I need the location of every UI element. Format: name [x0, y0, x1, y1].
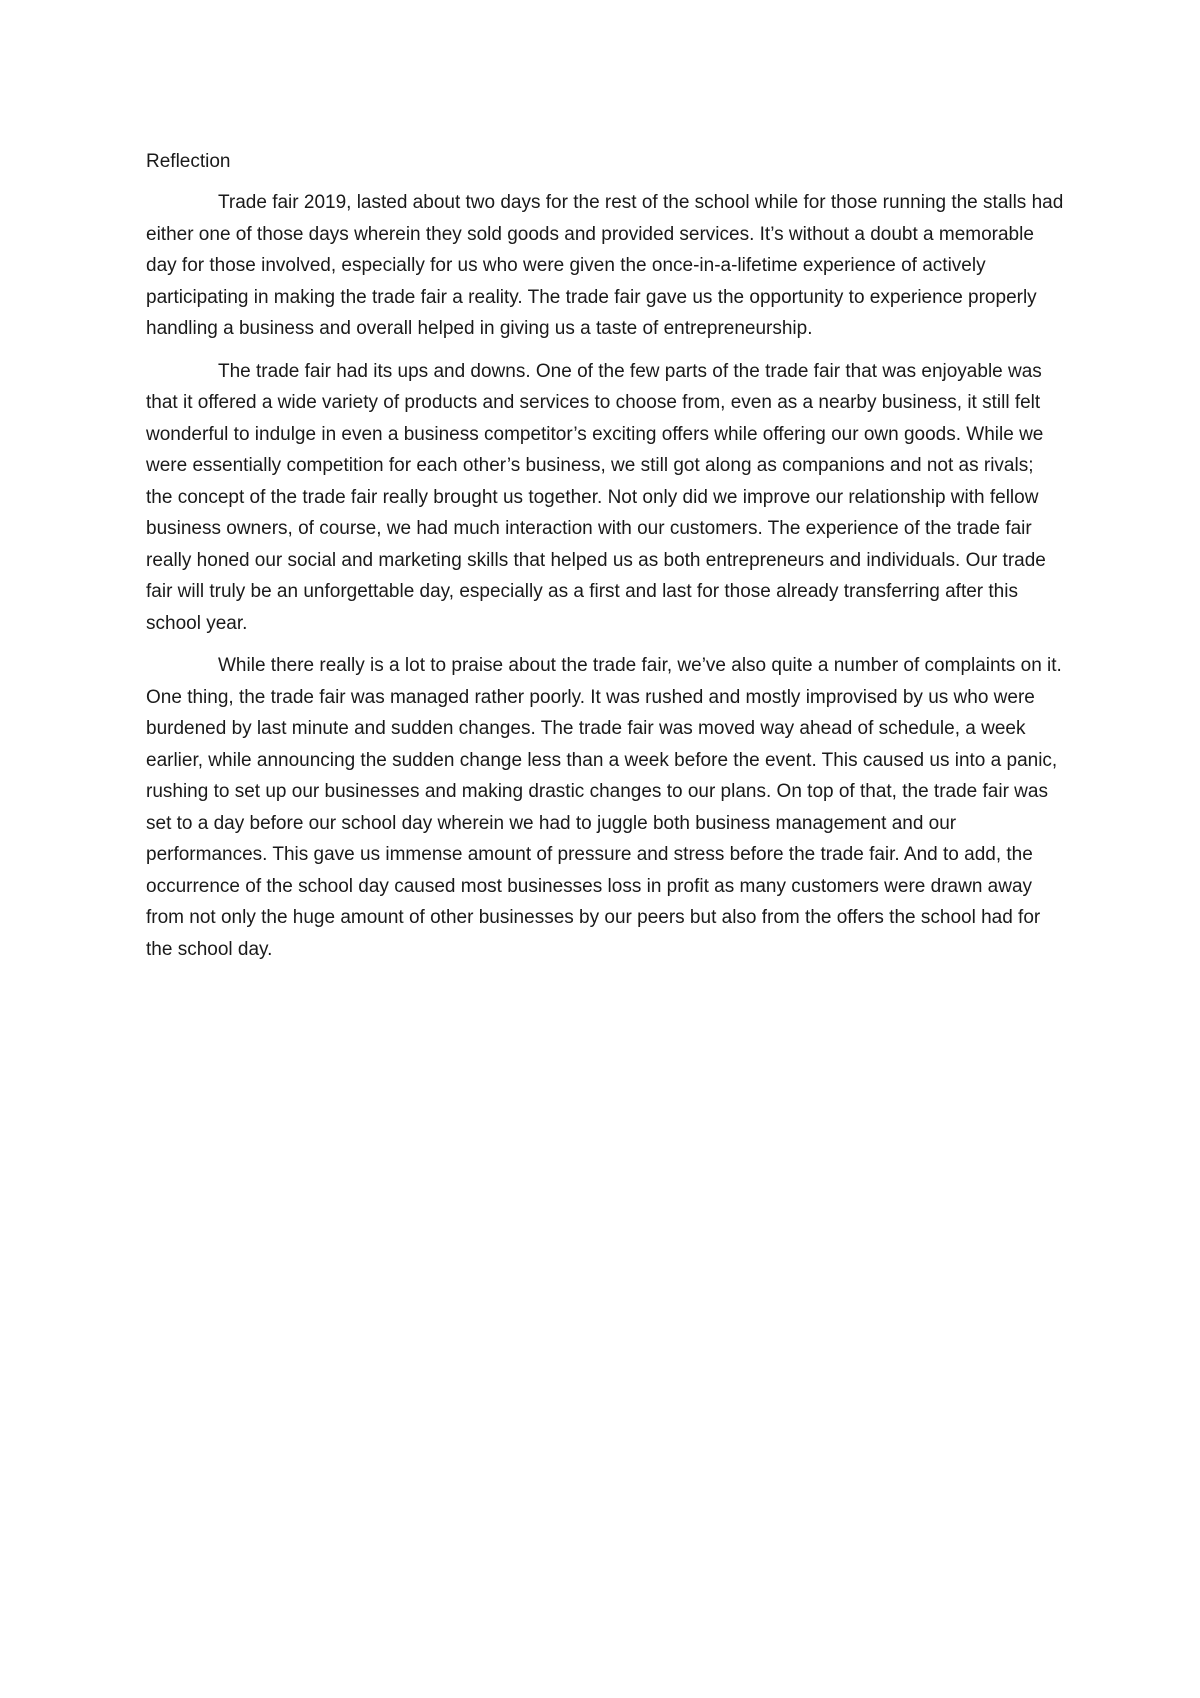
document-title: Reflection [146, 151, 231, 172]
paragraph-intro: Trade fair 2019, lasted about two days for the rest of the school while for those running the stalls had either one of those days wherein they sold goods and provided services. It’s without a doubt a memorable day for those involved, especially for us who were given the once-in-a-lifetime experience of actively participating in making the trade fair a reality. The trade fair gave us the opportunity to experience properly handling a business and overall helped in giving us a taste of entrepreneurship. [146, 192, 1064, 339]
document-body [146, 146, 1064, 976]
paragraph-complaints: While there really is a lot to praise about the trade fair, we’ve also quite a number of complaints on it. One thing, the trade fair was managed rather poorly. It was rushed and mostly improvised by us who were burdened by last minute and sudden changes. The trade fair was moved way ahead of schedule, a week earlier, while announcing the sudden change less than a week before the event. This caused us into a panic, rushing to set up our businesses and making drastic changes to our plans. On top of that, the trade fair was set to a day before our school day wherein we had to juggle both business management and our performances. This gave us immense amount of pressure and stress before the trade fair. And to add, the occurrence of the school day caused most businesses loss in profit as many customers were drawn away from not only the huge amount of other businesses by our peers but also from the offers the school had for the school day. [146, 655, 1062, 960]
paragraph-ups-and-downs: The trade fair had its ups and downs. One of the few parts of the trade fair that was enjoyable was that it offered a wide variety of products and services to choose from, even as a nearby business, it still felt wonderful to indulge in even a business competitor’s exciting offers while offering our own goods. While we were essentially competition for each other’s business, we still got along as companions and not as rivals; the concept of the trade fair really brought us together. Not only did we improve our relationship with fellow business owners, of course, we had much interaction with our customers. The experience of the trade fair really honed our social and marketing skills that helped us as both entrepreneurs and individuals. Our trade fair will truly be an unforgettable day, especially as a first and last for those already transferring after this school year. [146, 360, 1046, 634]
